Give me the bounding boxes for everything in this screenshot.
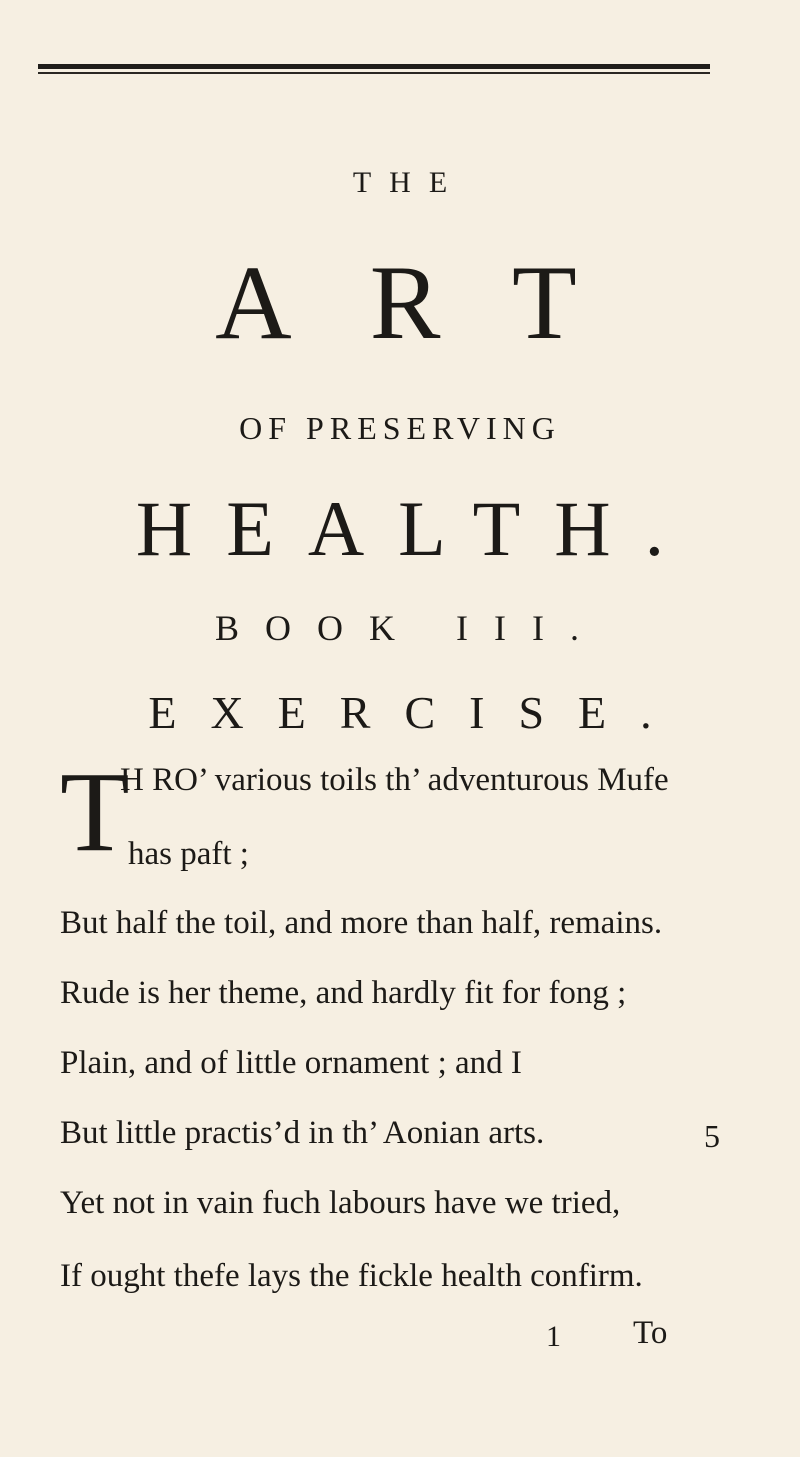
line-number: 5 [704, 1118, 720, 1154]
poem-line-6: But little practis’d in th’ Aonian arts. [60, 1115, 545, 1151]
title-art: ART [215, 244, 655, 361]
header-rule-thick [38, 64, 710, 69]
title-of-preserving: OF PRESERVING [239, 410, 561, 446]
section-heading-exercise: EXERCISE. [148, 687, 686, 738]
drop-cap: T [60, 748, 130, 875]
poem-line-1: H RO’ various toils th’ adventurous Mufe [120, 762, 669, 798]
book-heading: BOOK III. [215, 608, 605, 648]
poem-line-5: Plain, and of little ornament ; and I [60, 1045, 522, 1081]
poem-line-4: Rude is her theme, and hardly fit for fong ; [60, 975, 627, 1011]
title-the: THE [352, 166, 466, 199]
header-rule-thin [38, 72, 710, 74]
poem-line-7: Yet not in vain fuch labours have we tried, [60, 1185, 621, 1221]
poem-line-3: But half the toil, and more than half, remains. [60, 905, 663, 941]
signature-mark: 1 [546, 1320, 561, 1353]
poem-line-8: If ought thefe lays the fickle health confirm. [60, 1258, 643, 1294]
poem-line-2: has paft ; [128, 836, 249, 872]
title-health: HEALTH. [135, 485, 699, 572]
catchword: To [633, 1315, 668, 1351]
